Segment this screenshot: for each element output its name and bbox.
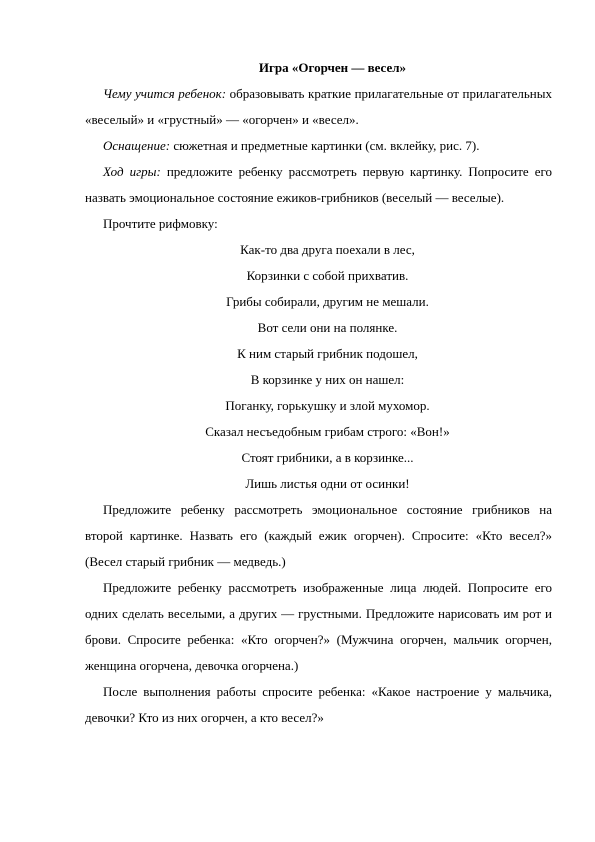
poem-line: Стоят грибники, а в корзинке... <box>241 450 414 465</box>
poem-intro: Прочтите рифмовку: <box>103 216 218 231</box>
poem-line: В корзинке у них он нашел: <box>250 372 405 387</box>
paragraph: После выполнения работы спросите ребенка: «Какое настроение у мальчика, девочки? Кто из них огорчен, а кто весел?» <box>85 684 552 725</box>
poem-line: К ним старый грибник подошел, <box>237 346 418 361</box>
poem-line: Сказал несъедобным грибам строго: «Вон!» <box>205 424 450 439</box>
poem <box>103 237 552 497</box>
poem-line: Лишь листья одни от осинки! <box>245 476 410 491</box>
poem-line: Вот сели они на полянке. <box>257 320 398 335</box>
section-game-progress <box>85 159 552 211</box>
section-text: образовывать краткие прилагательные от прилагательных «веселый» и «грустный» — «огорчен» и «весел». <box>85 86 552 127</box>
poem-line: Корзинки с собой прихватив. <box>246 268 409 283</box>
section-lead: Чему учится ребенок: <box>103 86 227 101</box>
paragraph: Предложите ребенку рассмотреть эмоциональное состояние грибников на второй картинке. Назвать его (каждый ежик огорчен). Спросите: «Кто весел?» (Весел старый грибник — медведь.) <box>85 502 552 569</box>
section-equipment <box>85 133 552 159</box>
poem-line: Как-то два друга поехали в лес, <box>240 242 415 257</box>
section-lead: Ход игры: <box>103 164 161 179</box>
section-text: предложите ребенку рассмотреть первую картинку. Попросите его назвать эмоциональное состояние ежиков-грибников (веселый — веселые). <box>85 164 552 205</box>
document-page <box>85 55 552 731</box>
poem-line: Поганку, горькушку и злой мухомор. <box>225 398 430 413</box>
section-text: сюжетная и предметные картинки (см. вклейку, рис. 7). <box>170 138 480 153</box>
section-lead: Оснащение: <box>103 138 171 153</box>
section-what-child-learns <box>85 81 552 133</box>
game-title: Игра «Огорчен — весел» <box>258 60 407 75</box>
poem-line: Грибы собирали, другим не мешали. <box>226 294 429 309</box>
paragraph: Предложите ребенку рассмотреть изображенные лица людей. Попросите его одних сделать веселыми, а других — грустными. Предложите нарисовать им рот и брови. Спросите ребенка: «Кто огорчен?» (Мужчина огорчен, мальчик огорчен, женщина огорчена, девочка огорчена.) <box>85 580 552 673</box>
